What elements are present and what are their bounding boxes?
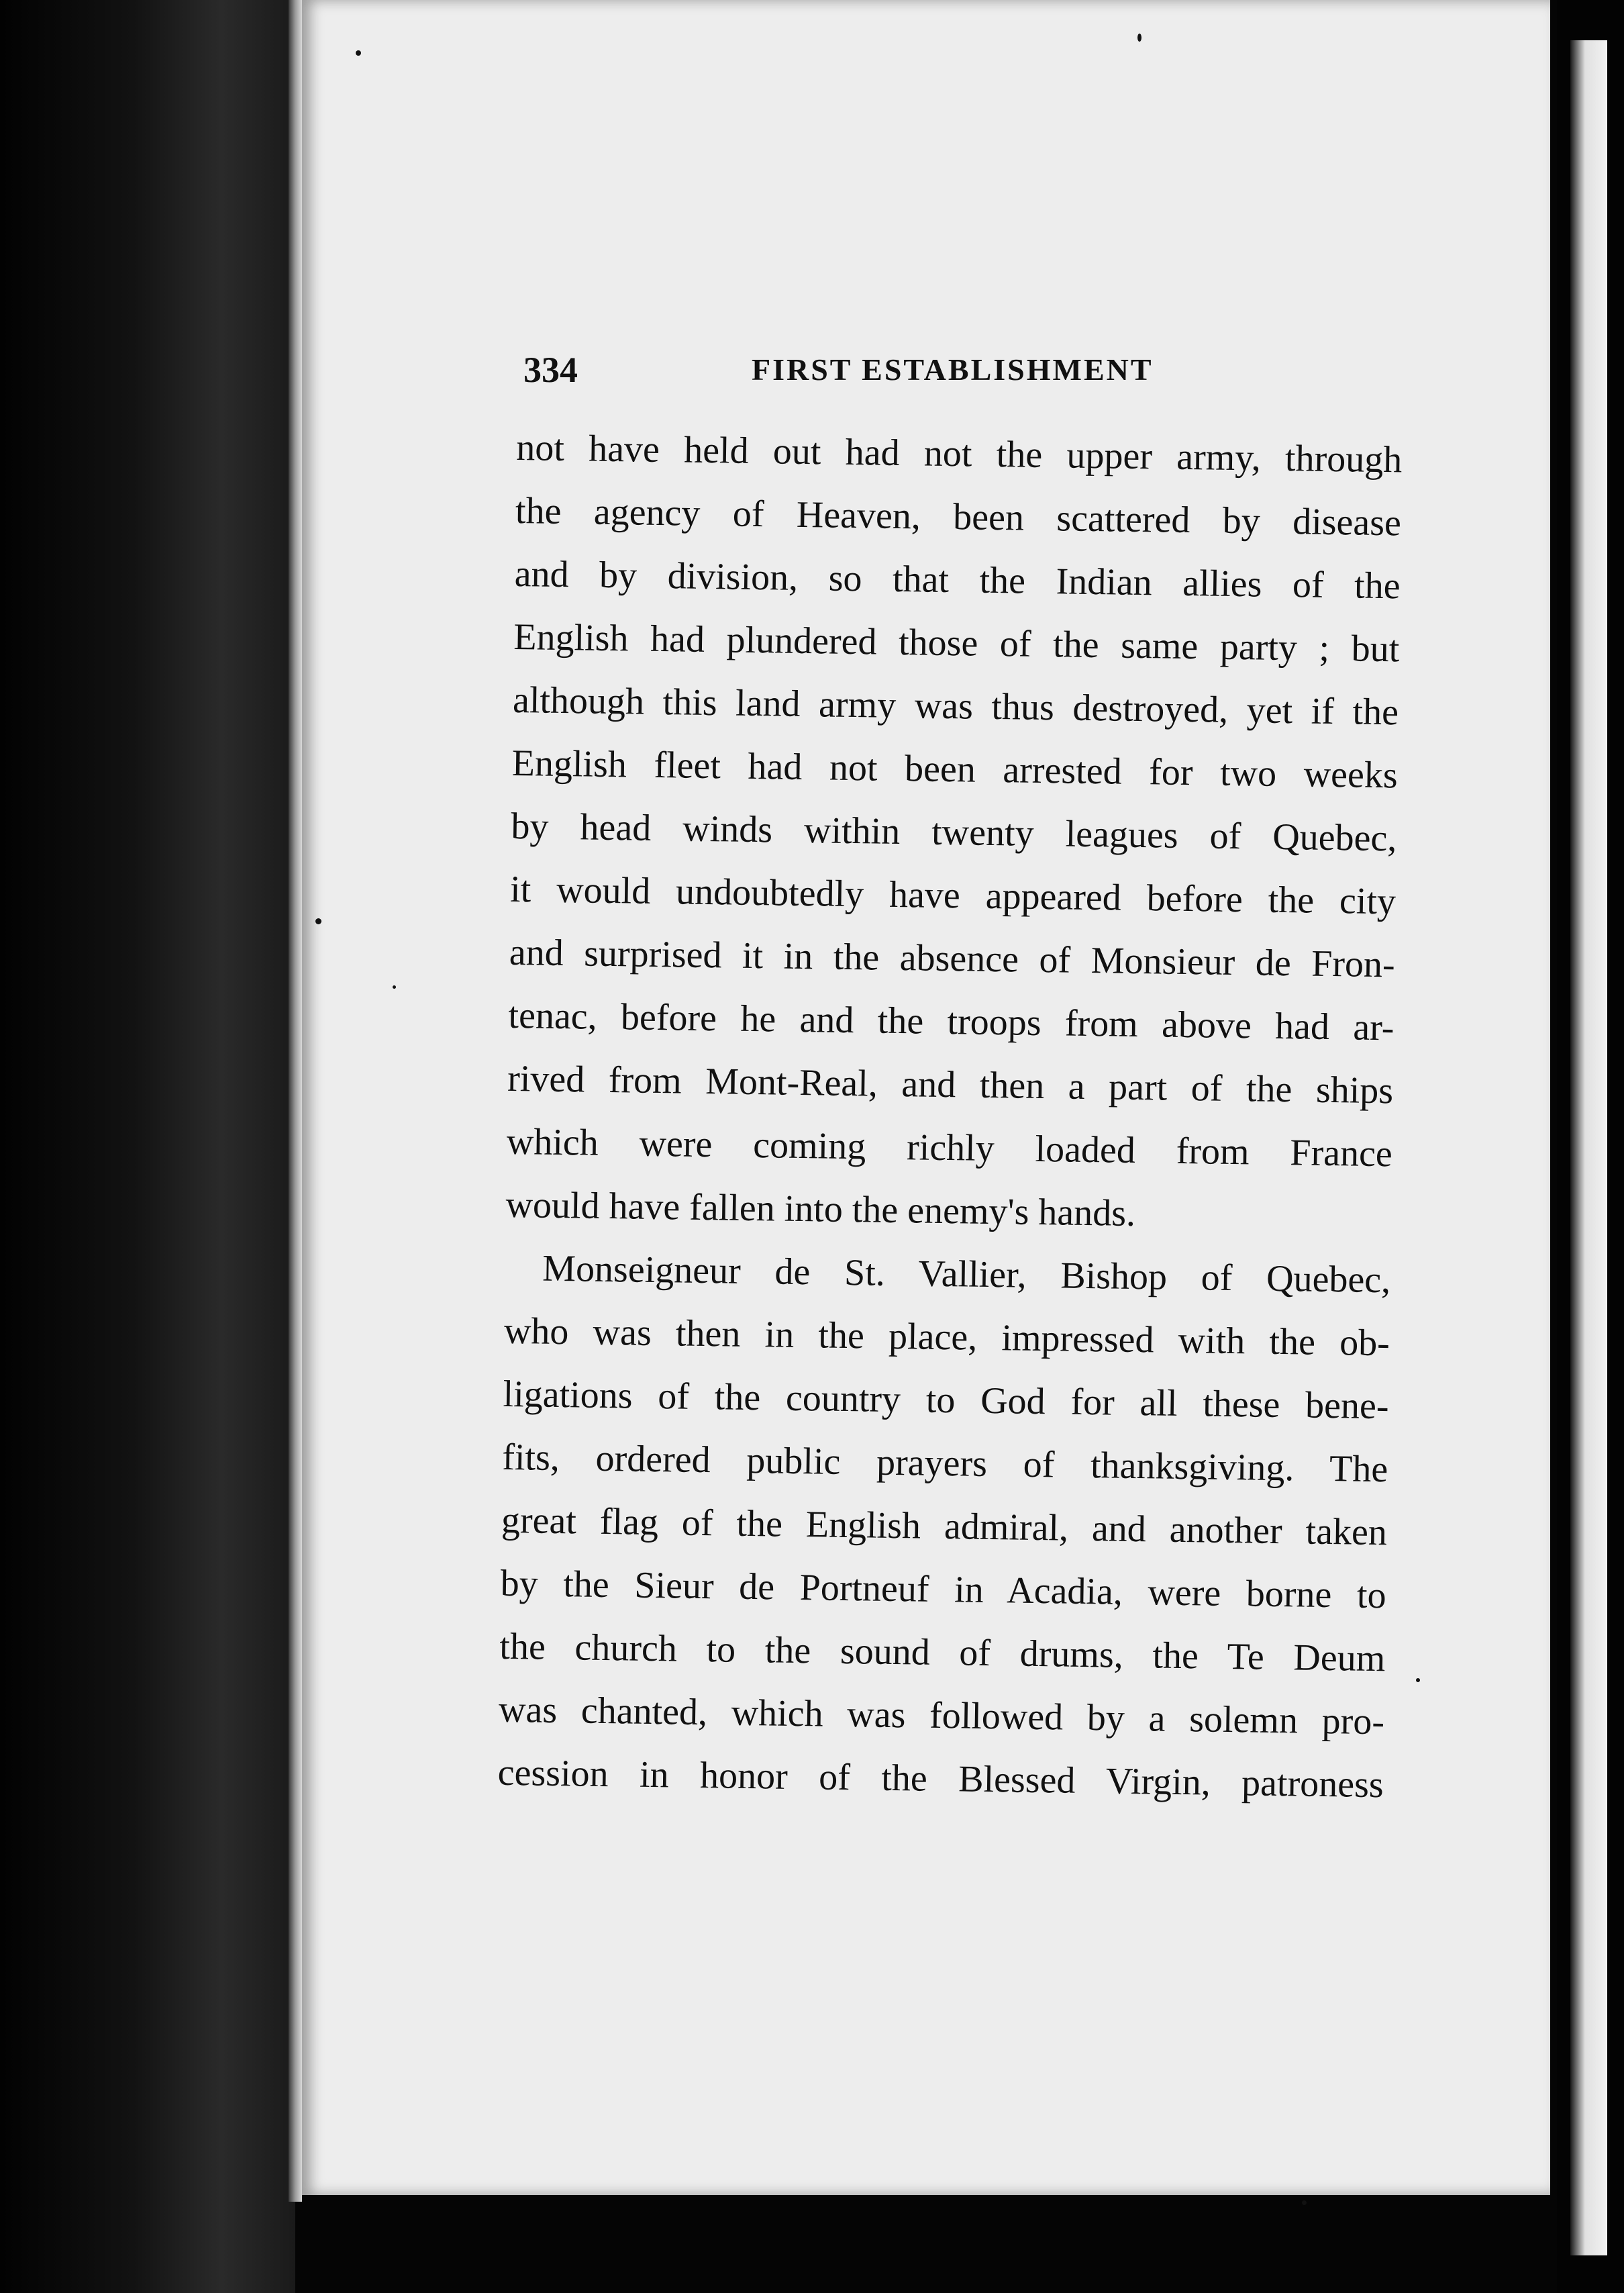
text-line: was chanted, which was followed by a solemn pro- (498, 1688, 1385, 1743)
body-text (497, 416, 1403, 1816)
running-head: FIRST ESTABLISHMENT (752, 352, 1154, 387)
text-line: English had plundered those of the same party ; but (513, 616, 1400, 671)
text-line: cession in honor of the Blessed Virgin, patroness (497, 1751, 1384, 1806)
text-line: by the Sieur de Portneuf in Acadia, were borne to (500, 1562, 1387, 1617)
book-binding-shadow (0, 0, 295, 2293)
text-line: who was then in the place, impressed with the ob- (503, 1310, 1390, 1365)
dust-speck (315, 918, 321, 924)
text-line: which were coming richly loaded from France (506, 1120, 1393, 1175)
text-line: fits, ordered public prayers of thanksgiving. The (501, 1436, 1388, 1491)
text-line: the agency of Heaven, been scattered by disease (515, 489, 1402, 544)
text-line: and by division, so that the Indian allies of the (514, 552, 1401, 607)
dust-speck (1302, 2200, 1307, 2205)
text-line: by head winds within twenty leagues of Quebec, (511, 805, 1397, 860)
text-line: although this land army was thus destroyed, yet if the (512, 679, 1399, 734)
next-page-edge (1570, 40, 1607, 2255)
paragraph-start-line: Monseigneur de St. Vallier, Bishop of Quebec, (542, 1247, 1391, 1302)
page-gutter-edge (289, 0, 302, 2202)
book-page (302, 0, 1550, 2195)
text-line: rived from Mont-Real, and then a part of the ships (507, 1057, 1394, 1112)
text-line: would have fallen into the enemy's hands. (505, 1183, 1136, 1234)
text-line: it would undoubtedly have appeared before the city (509, 868, 1397, 923)
text-line: the church to the sound of drums, the Te Deum (499, 1625, 1386, 1680)
dust-speck (393, 985, 396, 989)
dust-speck (356, 50, 361, 56)
text-line: ligations of the country to God for all these bene- (503, 1373, 1389, 1428)
text-line: and surprised it in the absence of Monsieur de Fron- (509, 931, 1396, 986)
page-number: 334 (523, 350, 578, 390)
text-line: English fleet had not been arrested for two weeks (511, 742, 1399, 797)
text-line: great flag of the English admiral, and another taken (501, 1499, 1388, 1554)
text-line: not have held out had not the upper army, through (515, 426, 1403, 481)
text-line: tenac, before he and the troops from above had ar- (508, 994, 1394, 1049)
dust-speck (1416, 1678, 1420, 1682)
dust-speck (1137, 34, 1141, 42)
